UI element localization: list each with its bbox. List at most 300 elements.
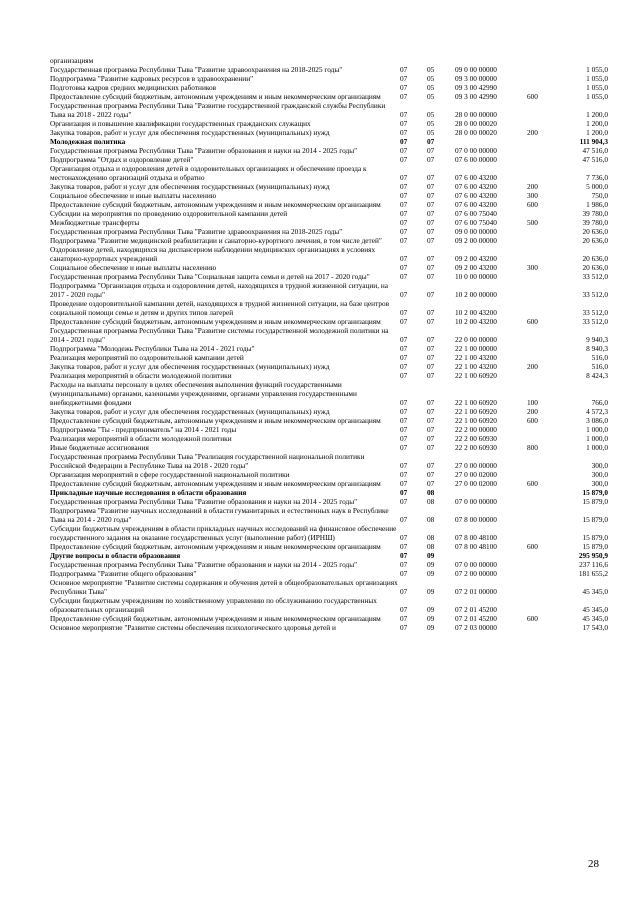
amount: 111 904,3 bbox=[579, 137, 608, 146]
expense-type-code: 200 bbox=[527, 362, 538, 371]
table-row bbox=[50, 569, 608, 578]
section-code: 07 bbox=[400, 128, 408, 137]
target-article-code: 10 2 00 43200 bbox=[455, 308, 497, 317]
amount: 1 200,0 bbox=[586, 128, 608, 137]
subsection-code: 07 bbox=[427, 254, 435, 263]
amount: 15 879,0 bbox=[582, 515, 608, 524]
subsection-code: 09 bbox=[427, 587, 435, 596]
expense-type-code: 600 bbox=[527, 92, 538, 101]
table-row bbox=[50, 245, 608, 263]
section-code: 07 bbox=[400, 308, 408, 317]
table-row bbox=[50, 218, 608, 227]
section-code: 07 bbox=[400, 533, 408, 542]
target-article-code: 07 6 00 43200 bbox=[455, 200, 497, 209]
table-row bbox=[50, 434, 608, 443]
table-row bbox=[50, 452, 608, 470]
subsection-code: 08 bbox=[427, 515, 435, 524]
section-code: 07 bbox=[400, 227, 408, 236]
row-name: организациям bbox=[50, 56, 94, 65]
amount: 1 986,0 bbox=[586, 200, 608, 209]
row-name: Организация отдыха и оздоровления детей в оздоровительных организациях и обеспечение проезда к местонахождению организаций отдыха и обратно bbox=[50, 164, 367, 182]
row-name: Расходы на выплаты персоналу в целях обеспечения выполнения функций государственными (муниципальными) органами, казенными учреждениями, органами управления государственными внебюджетными фондами bbox=[50, 380, 357, 407]
row-name: Основное мероприятие "Развитие системы содержания и обучения детей в общеобразовательных организациях Республики Тыва" bbox=[50, 578, 398, 596]
target-article-code: 27 0 00 00000 bbox=[455, 461, 497, 470]
row-name: Социальное обеспечение и иные выплаты населению bbox=[50, 263, 217, 272]
table-row bbox=[50, 479, 608, 488]
section-code: 07 bbox=[400, 542, 408, 551]
target-article-code: 09 2 00 43200 bbox=[455, 254, 497, 263]
subsection-code: 07 bbox=[427, 263, 435, 272]
section-code: 07 bbox=[400, 569, 408, 578]
table-row bbox=[50, 164, 608, 182]
subsection-code: 07 bbox=[427, 371, 435, 380]
target-article-code: 09 3 00 42990 bbox=[455, 92, 497, 101]
expense-type-code: 300 bbox=[527, 191, 538, 200]
table-row bbox=[50, 470, 608, 479]
subsection-code: 08 bbox=[427, 488, 435, 497]
target-article-code: 22 1 00 43200 bbox=[455, 362, 497, 371]
subsection-code: 09 bbox=[427, 560, 435, 569]
section-code: 07 bbox=[400, 272, 408, 281]
subsection-code: 07 bbox=[427, 227, 435, 236]
table-row bbox=[50, 128, 608, 137]
expense-type-code: 200 bbox=[527, 128, 538, 137]
row-name: Подпрограмма "Организация отдыха и оздоровления детей, находящихся в трудной жизненной ситуации, на 2017 - 2020 годы" bbox=[50, 281, 388, 299]
section-code: 07 bbox=[400, 173, 408, 182]
amount: 1 000,0 bbox=[586, 425, 608, 434]
row-name: Государственная программа Республики Тыва "Развитие системы государственной молодежной политики на 2014 - 2021 годы" bbox=[50, 326, 389, 344]
section-code: 07 bbox=[400, 470, 408, 479]
section-code: 07 bbox=[400, 515, 408, 524]
target-article-code: 22 2 00 60930 bbox=[455, 443, 497, 452]
row-name: Субсидии бюджетным учреждениям в области прикладных научных исследований на финансовое обеспечение государственного задания на оказание государственных услуг (выполнение работ) (ИРНШ) bbox=[50, 524, 397, 542]
row-name: Государственная программа Республики Тыва "Развитие образования и науки на 2014 - 2025 годы" bbox=[50, 497, 358, 506]
row-name: Государственная программа Республики Тыва "Развитие здравоохранения на 2018-2025 годы" bbox=[50, 65, 343, 74]
table-row bbox=[50, 371, 608, 380]
target-article-code: 07 6 00 00000 bbox=[455, 155, 497, 164]
page-number: 28 bbox=[588, 858, 599, 870]
table-row bbox=[50, 299, 608, 317]
amount: 15 879,0 bbox=[582, 497, 608, 506]
expense-type-code: 600 bbox=[527, 317, 538, 326]
section-code: 07 bbox=[400, 182, 408, 191]
row-name: Молодежная политика bbox=[50, 137, 126, 146]
target-article-code: 09 0 00 00000 bbox=[455, 227, 497, 236]
amount: 47 516,0 bbox=[582, 155, 608, 164]
section-code: 07 bbox=[400, 398, 408, 407]
amount: 33 512,0 bbox=[582, 290, 608, 299]
section-code: 07 bbox=[400, 137, 408, 146]
subsection-code: 07 bbox=[427, 470, 435, 479]
table-row bbox=[50, 200, 608, 209]
subsection-code: 07 bbox=[427, 353, 435, 362]
row-name: Субсидии бюджетным учреждениям по хозяйственному управлению по обслуживанию государственных образовательных организаций bbox=[50, 596, 377, 614]
target-article-code: 07 2 01 00000 bbox=[455, 587, 497, 596]
target-article-code: 22 0 00 00000 bbox=[455, 335, 497, 344]
row-name: Подготовка кадров средних медицинских работников bbox=[50, 83, 217, 92]
table-row bbox=[50, 407, 608, 416]
table-row bbox=[50, 425, 608, 434]
amount: 8 940,3 bbox=[586, 344, 608, 353]
table-row bbox=[50, 380, 608, 407]
target-article-code: 27 0 00 02000 bbox=[455, 479, 497, 488]
section-code: 07 bbox=[400, 65, 408, 74]
amount: 300,0 bbox=[591, 470, 608, 479]
target-article-code: 10 2 00 43200 bbox=[455, 317, 497, 326]
section-code: 07 bbox=[400, 416, 408, 425]
row-name: Предоставление субсидий бюджетным, автономным учреждениям и иным некоммерческим организациям bbox=[50, 92, 381, 101]
target-article-code: 09 2 00 00000 bbox=[455, 236, 497, 245]
section-code: 07 bbox=[400, 146, 408, 155]
subsection-code: 09 bbox=[427, 614, 435, 623]
section-code: 07 bbox=[400, 200, 408, 209]
target-article-code: 07 6 00 43200 bbox=[455, 182, 497, 191]
row-name: Предоставление субсидий бюджетным, автономным учреждениям и иным некоммерческим организациям bbox=[50, 317, 381, 326]
expense-type-code: 600 bbox=[527, 200, 538, 209]
amount: 33 512,0 bbox=[582, 272, 608, 281]
table-row bbox=[50, 551, 608, 560]
target-article-code: 22 2 00 00000 bbox=[455, 425, 497, 434]
section-code: 07 bbox=[400, 155, 408, 164]
subsection-code: 05 bbox=[427, 65, 435, 74]
amount: 1 000,0 bbox=[586, 443, 608, 452]
table-row bbox=[50, 119, 608, 128]
target-article-code: 28 0 00 00020 bbox=[455, 128, 497, 137]
section-code: 07 bbox=[400, 488, 408, 497]
row-name: Подпрограмма "Развитие медицинской реабилитации и санаторно-курортного лечения, в том числе детей" bbox=[50, 236, 382, 245]
row-name: Государственная программа Республики Тыва "Развитие образования и науки на 2014 - 2025 годы" bbox=[50, 146, 358, 155]
target-article-code: 22 1 00 00000 bbox=[455, 344, 497, 353]
target-article-code: 07 2 01 45200 bbox=[455, 614, 497, 623]
row-name: Закупка товаров, работ и услуг для обеспечения государственных (муниципальных) нужд bbox=[50, 128, 330, 137]
subsection-code: 07 bbox=[427, 146, 435, 155]
row-name: Подпрограмма "Развитие кадровых ресурсов в здравоохранении" bbox=[50, 74, 254, 83]
amount: 7 736,0 bbox=[586, 173, 608, 182]
row-name: Закупка товаров, работ и услуг для обеспечения государственных (муниципальных) нужд bbox=[50, 362, 330, 371]
row-name: Реализация мероприятий по оздоровительной кампании детей bbox=[50, 353, 244, 362]
target-article-code: 07 6 00 75040 bbox=[455, 218, 497, 227]
section-code: 07 bbox=[400, 119, 408, 128]
row-name: Реализация мероприятий в области молодежной политики bbox=[50, 434, 232, 443]
target-article-code: 22 1 00 43200 bbox=[455, 353, 497, 362]
table-row bbox=[50, 623, 608, 632]
subsection-code: 07 bbox=[427, 461, 435, 470]
subsection-code: 07 bbox=[427, 272, 435, 281]
subsection-code: 07 bbox=[427, 335, 435, 344]
table-row bbox=[50, 560, 608, 569]
amount: 15 879,0 bbox=[582, 542, 608, 551]
section-code: 07 bbox=[400, 587, 408, 596]
amount: 45 345,0 bbox=[582, 587, 608, 596]
table-row bbox=[50, 92, 608, 101]
target-article-code: 07 6 00 43200 bbox=[455, 173, 497, 182]
table-row bbox=[50, 182, 608, 191]
subsection-code: 07 bbox=[427, 416, 435, 425]
row-name: Другие вопросы в области образования bbox=[50, 551, 181, 560]
amount: 295 950,9 bbox=[578, 551, 608, 560]
table-row bbox=[50, 227, 608, 236]
row-name: Организация и повышение квалификации государственных гражданских служащих bbox=[50, 119, 311, 128]
table-row bbox=[50, 137, 608, 146]
row-name: Социальное обеспечение и иные выплаты населению bbox=[50, 191, 217, 200]
subsection-code: 05 bbox=[427, 92, 435, 101]
target-article-code: 28 0 00 00020 bbox=[455, 119, 497, 128]
table-row bbox=[50, 344, 608, 353]
section-code: 07 bbox=[400, 497, 408, 506]
subsection-code: 07 bbox=[427, 398, 435, 407]
table-row bbox=[50, 497, 608, 506]
amount: 750,0 bbox=[591, 191, 608, 200]
expense-type-code: 800 bbox=[527, 443, 538, 452]
table-row bbox=[50, 506, 608, 524]
section-code: 07 bbox=[400, 407, 408, 416]
subsection-code: 07 bbox=[427, 137, 435, 146]
amount: 516,0 bbox=[591, 353, 608, 362]
target-article-code: 07 2 00 00000 bbox=[455, 569, 497, 578]
amount: 9 940,3 bbox=[586, 335, 608, 344]
subsection-code: 07 bbox=[427, 308, 435, 317]
section-code: 07 bbox=[400, 362, 408, 371]
expense-type-code: 300 bbox=[527, 263, 538, 272]
section-code: 07 bbox=[400, 74, 408, 83]
subsection-code: 08 bbox=[427, 533, 435, 542]
target-article-code: 07 6 00 75040 bbox=[455, 209, 497, 218]
amount: 300,0 bbox=[591, 479, 608, 488]
row-name: Государственная программа Республики Тыва "Развитие образования и науки на 2014 - 2025 годы" bbox=[50, 560, 358, 569]
section-code: 07 bbox=[400, 560, 408, 569]
amount: 1 055,0 bbox=[586, 83, 608, 92]
section-code: 07 bbox=[400, 371, 408, 380]
amount: 237 116,6 bbox=[579, 560, 608, 569]
subsection-code: 05 bbox=[427, 83, 435, 92]
row-name: Государственная программа Республики Тыва "Социальная защита семьи и детей на 2017 - 2020 годы" bbox=[50, 272, 370, 281]
amount: 1 055,0 bbox=[586, 74, 608, 83]
target-article-code: 09 3 00 00000 bbox=[455, 74, 497, 83]
section-code: 07 bbox=[400, 263, 408, 272]
table-row bbox=[50, 488, 608, 497]
target-article-code: 22 1 00 60920 bbox=[455, 416, 497, 425]
section-code: 07 bbox=[400, 434, 408, 443]
target-article-code: 07 6 00 43200 bbox=[455, 191, 497, 200]
section-code: 07 bbox=[400, 218, 408, 227]
table-row bbox=[50, 614, 608, 623]
target-article-code: 09 0 00 00000 bbox=[455, 65, 497, 74]
amount: 5 000,0 bbox=[586, 182, 608, 191]
row-name: Государственная программа Республики Тыва "Развитие здравоохранения на 2018-2025 годы" bbox=[50, 227, 343, 236]
table-row bbox=[50, 56, 608, 65]
target-article-code: 10 0 00 00000 bbox=[455, 272, 497, 281]
row-name: Закупка товаров, работ и услуг для обеспечения государственных (муниципальных) нужд bbox=[50, 182, 330, 191]
amount: 15 879,0 bbox=[582, 533, 608, 542]
row-name: Подпрограмма "Развитие научных исследований в области гуманитарных и естественных наук в Республике Тыва на 2014 - 2020 годы" bbox=[50, 506, 389, 524]
row-name: Оздоровление детей, находящихся на диспансерном наблюдении медицинских организациях в условиях санаторно-курортных учреждений bbox=[50, 245, 376, 263]
subsection-code: 07 bbox=[427, 182, 435, 191]
subsection-code: 05 bbox=[427, 128, 435, 137]
subsection-code: 09 bbox=[427, 605, 435, 614]
table-row bbox=[50, 272, 608, 281]
expense-type-code: 200 bbox=[527, 182, 538, 191]
table-row bbox=[50, 524, 608, 542]
subsection-code: 09 bbox=[427, 623, 435, 632]
amount: 47 516,0 bbox=[582, 146, 608, 155]
section-code: 07 bbox=[400, 344, 408, 353]
target-article-code: 22 1 00 60920 bbox=[455, 398, 497, 407]
table-row bbox=[50, 83, 608, 92]
table-row bbox=[50, 317, 608, 326]
section-code: 07 bbox=[400, 317, 408, 326]
subsection-code: 07 bbox=[427, 434, 435, 443]
amount: 1 055,0 bbox=[586, 65, 608, 74]
table-row bbox=[50, 101, 608, 119]
section-code: 07 bbox=[400, 443, 408, 452]
subsection-code: 07 bbox=[427, 200, 435, 209]
amount: 15 879,0 bbox=[582, 488, 608, 497]
row-name: Предоставление субсидий бюджетным, автономным учреждениям и иным некоммерческим организациям bbox=[50, 542, 381, 551]
table-row bbox=[50, 362, 608, 371]
row-name: Подпрограмма "Молодежь Республики Тыва на 2014 - 2021 годы" bbox=[50, 344, 255, 353]
amount: 33 512,0 bbox=[582, 308, 608, 317]
section-code: 07 bbox=[400, 614, 408, 623]
amount: 20 636,0 bbox=[582, 254, 608, 263]
amount: 3 086,0 bbox=[586, 416, 608, 425]
budget-table bbox=[50, 56, 608, 632]
section-code: 07 bbox=[400, 290, 408, 299]
row-name: Подпрограмма "Ты - предприниматель" на 2014 - 2021 годы bbox=[50, 425, 237, 434]
target-article-code: 07 0 00 00000 bbox=[455, 560, 497, 569]
target-article-code: 09 2 00 43200 bbox=[455, 263, 497, 272]
section-code: 07 bbox=[400, 425, 408, 434]
amount: 1 000,0 bbox=[586, 434, 608, 443]
row-name: Закупка товаров, работ и услуг для обеспечения государственных (муниципальных) нужд bbox=[50, 407, 330, 416]
subsection-code: 08 bbox=[427, 497, 435, 506]
expense-type-code: 600 bbox=[527, 416, 538, 425]
row-name: Реализация мероприятий в области молодежной политики bbox=[50, 371, 232, 380]
subsection-code: 09 bbox=[427, 569, 435, 578]
table-row bbox=[50, 443, 608, 452]
expense-type-code: 600 bbox=[527, 542, 538, 551]
section-code: 07 bbox=[400, 110, 408, 119]
table-row bbox=[50, 209, 608, 218]
row-name: Прикладные научные исследования в области образования bbox=[50, 488, 247, 497]
row-name: Государственная программа Республики Тыва "Реализация государственной национальной политики Российской Федерации в Республике Тыва на 2018 - 2020 годы" bbox=[50, 452, 365, 470]
amount: 45 345,0 bbox=[582, 605, 608, 614]
table-row bbox=[50, 281, 608, 299]
row-name: Государственная программа Республики Тыва "Развитие государственной гражданской службы Республики Тыва на 2018 - 2022 годы" bbox=[50, 101, 386, 119]
subsection-code: 08 bbox=[427, 542, 435, 551]
target-article-code: 07 0 00 00000 bbox=[455, 146, 497, 155]
amount: 181 655,2 bbox=[578, 569, 608, 578]
subsection-code: 07 bbox=[427, 218, 435, 227]
table-row bbox=[50, 542, 608, 551]
table-row bbox=[50, 578, 608, 596]
table-row bbox=[50, 74, 608, 83]
subsection-code: 07 bbox=[427, 362, 435, 371]
row-name: Предоставление субсидий бюджетным, автономным учреждениям и иным некоммерческим организациям bbox=[50, 479, 381, 488]
table-row bbox=[50, 236, 608, 245]
amount: 1 200,0 bbox=[586, 110, 608, 119]
target-article-code: 07 2 03 00000 bbox=[455, 623, 497, 632]
table-row bbox=[50, 416, 608, 425]
section-code: 07 bbox=[400, 92, 408, 101]
subsection-code: 07 bbox=[427, 155, 435, 164]
row-name: Предоставление субсидий бюджетным, автономным учреждениям и иным некоммерческим организациям bbox=[50, 614, 381, 623]
subsection-code: 09 bbox=[427, 551, 435, 560]
section-code: 07 bbox=[400, 209, 408, 218]
amount: 45 345,0 bbox=[582, 614, 608, 623]
row-name: Субсидии на мероприятия по проведению оздоровительной кампании детей bbox=[50, 209, 288, 218]
amount: 20 636,0 bbox=[582, 227, 608, 236]
target-article-code: 07 8 00 48100 bbox=[455, 533, 497, 542]
amount: 4 572,3 bbox=[586, 407, 608, 416]
section-code: 07 bbox=[400, 83, 408, 92]
section-code: 07 bbox=[400, 254, 408, 263]
target-article-code: 10 2 00 00000 bbox=[455, 290, 497, 299]
amount: 17 543,0 bbox=[582, 623, 608, 632]
section-code: 07 bbox=[400, 461, 408, 470]
subsection-code: 07 bbox=[427, 344, 435, 353]
subsection-code: 07 bbox=[427, 236, 435, 245]
section-code: 07 bbox=[400, 236, 408, 245]
amount: 8 424,3 bbox=[586, 371, 608, 380]
section-code: 07 bbox=[400, 623, 408, 632]
table-row bbox=[50, 326, 608, 344]
amount: 39 780,0 bbox=[582, 218, 608, 227]
subsection-code: 07 bbox=[427, 191, 435, 200]
table-row bbox=[50, 596, 608, 614]
amount: 39 780,0 bbox=[582, 209, 608, 218]
section-code: 07 bbox=[400, 191, 408, 200]
target-article-code: 07 0 00 00000 bbox=[455, 497, 497, 506]
subsection-code: 07 bbox=[427, 443, 435, 452]
amount: 1 200,0 bbox=[586, 119, 608, 128]
row-name: Подпрограмма "Развитие общего образования" bbox=[50, 569, 197, 578]
subsection-code: 07 bbox=[427, 425, 435, 434]
table-row bbox=[50, 155, 608, 164]
subsection-code: 05 bbox=[427, 119, 435, 128]
section-code: 07 bbox=[400, 479, 408, 488]
expense-type-code: 100 bbox=[527, 398, 538, 407]
amount: 33 512,0 bbox=[582, 317, 608, 326]
target-article-code: 07 8 00 48100 bbox=[455, 542, 497, 551]
subsection-code: 05 bbox=[427, 74, 435, 83]
row-name: Основное мероприятие "Развитие системы обеспечения психологического здоровья детей и bbox=[50, 623, 336, 632]
section-code: 07 bbox=[400, 605, 408, 614]
target-article-code: 07 8 00 00000 bbox=[455, 515, 497, 524]
table-row bbox=[50, 146, 608, 155]
expense-type-code: 600 bbox=[527, 479, 538, 488]
expense-type-code: 500 bbox=[527, 218, 538, 227]
amount: 300,0 bbox=[591, 461, 608, 470]
target-article-code: 22 1 00 60920 bbox=[455, 407, 497, 416]
subsection-code: 07 bbox=[427, 479, 435, 488]
amount: 20 636,0 bbox=[582, 236, 608, 245]
amount: 516,0 bbox=[591, 362, 608, 371]
subsection-code: 07 bbox=[427, 407, 435, 416]
subsection-code: 07 bbox=[427, 290, 435, 299]
section-code: 07 bbox=[400, 353, 408, 362]
target-article-code: 07 2 01 45200 bbox=[455, 605, 497, 614]
table-row bbox=[50, 191, 608, 200]
expense-type-code: 200 bbox=[527, 407, 538, 416]
target-article-code: 22 1 00 60920 bbox=[455, 371, 497, 380]
row-name: Предоставление субсидий бюджетным, автономным учреждениям и иным некоммерческим организациям bbox=[50, 416, 381, 425]
row-name: Межбюджетные трансферты bbox=[50, 218, 140, 227]
row-name: Подпрограмма "Отдых и оздоровление детей" bbox=[50, 155, 194, 164]
table-row bbox=[50, 353, 608, 362]
target-article-code: 22 2 00 60930 bbox=[455, 434, 497, 443]
row-name: Предоставление субсидий бюджетным, автономным учреждениям и иным некоммерческим организациям bbox=[50, 200, 381, 209]
table-row bbox=[50, 65, 608, 74]
